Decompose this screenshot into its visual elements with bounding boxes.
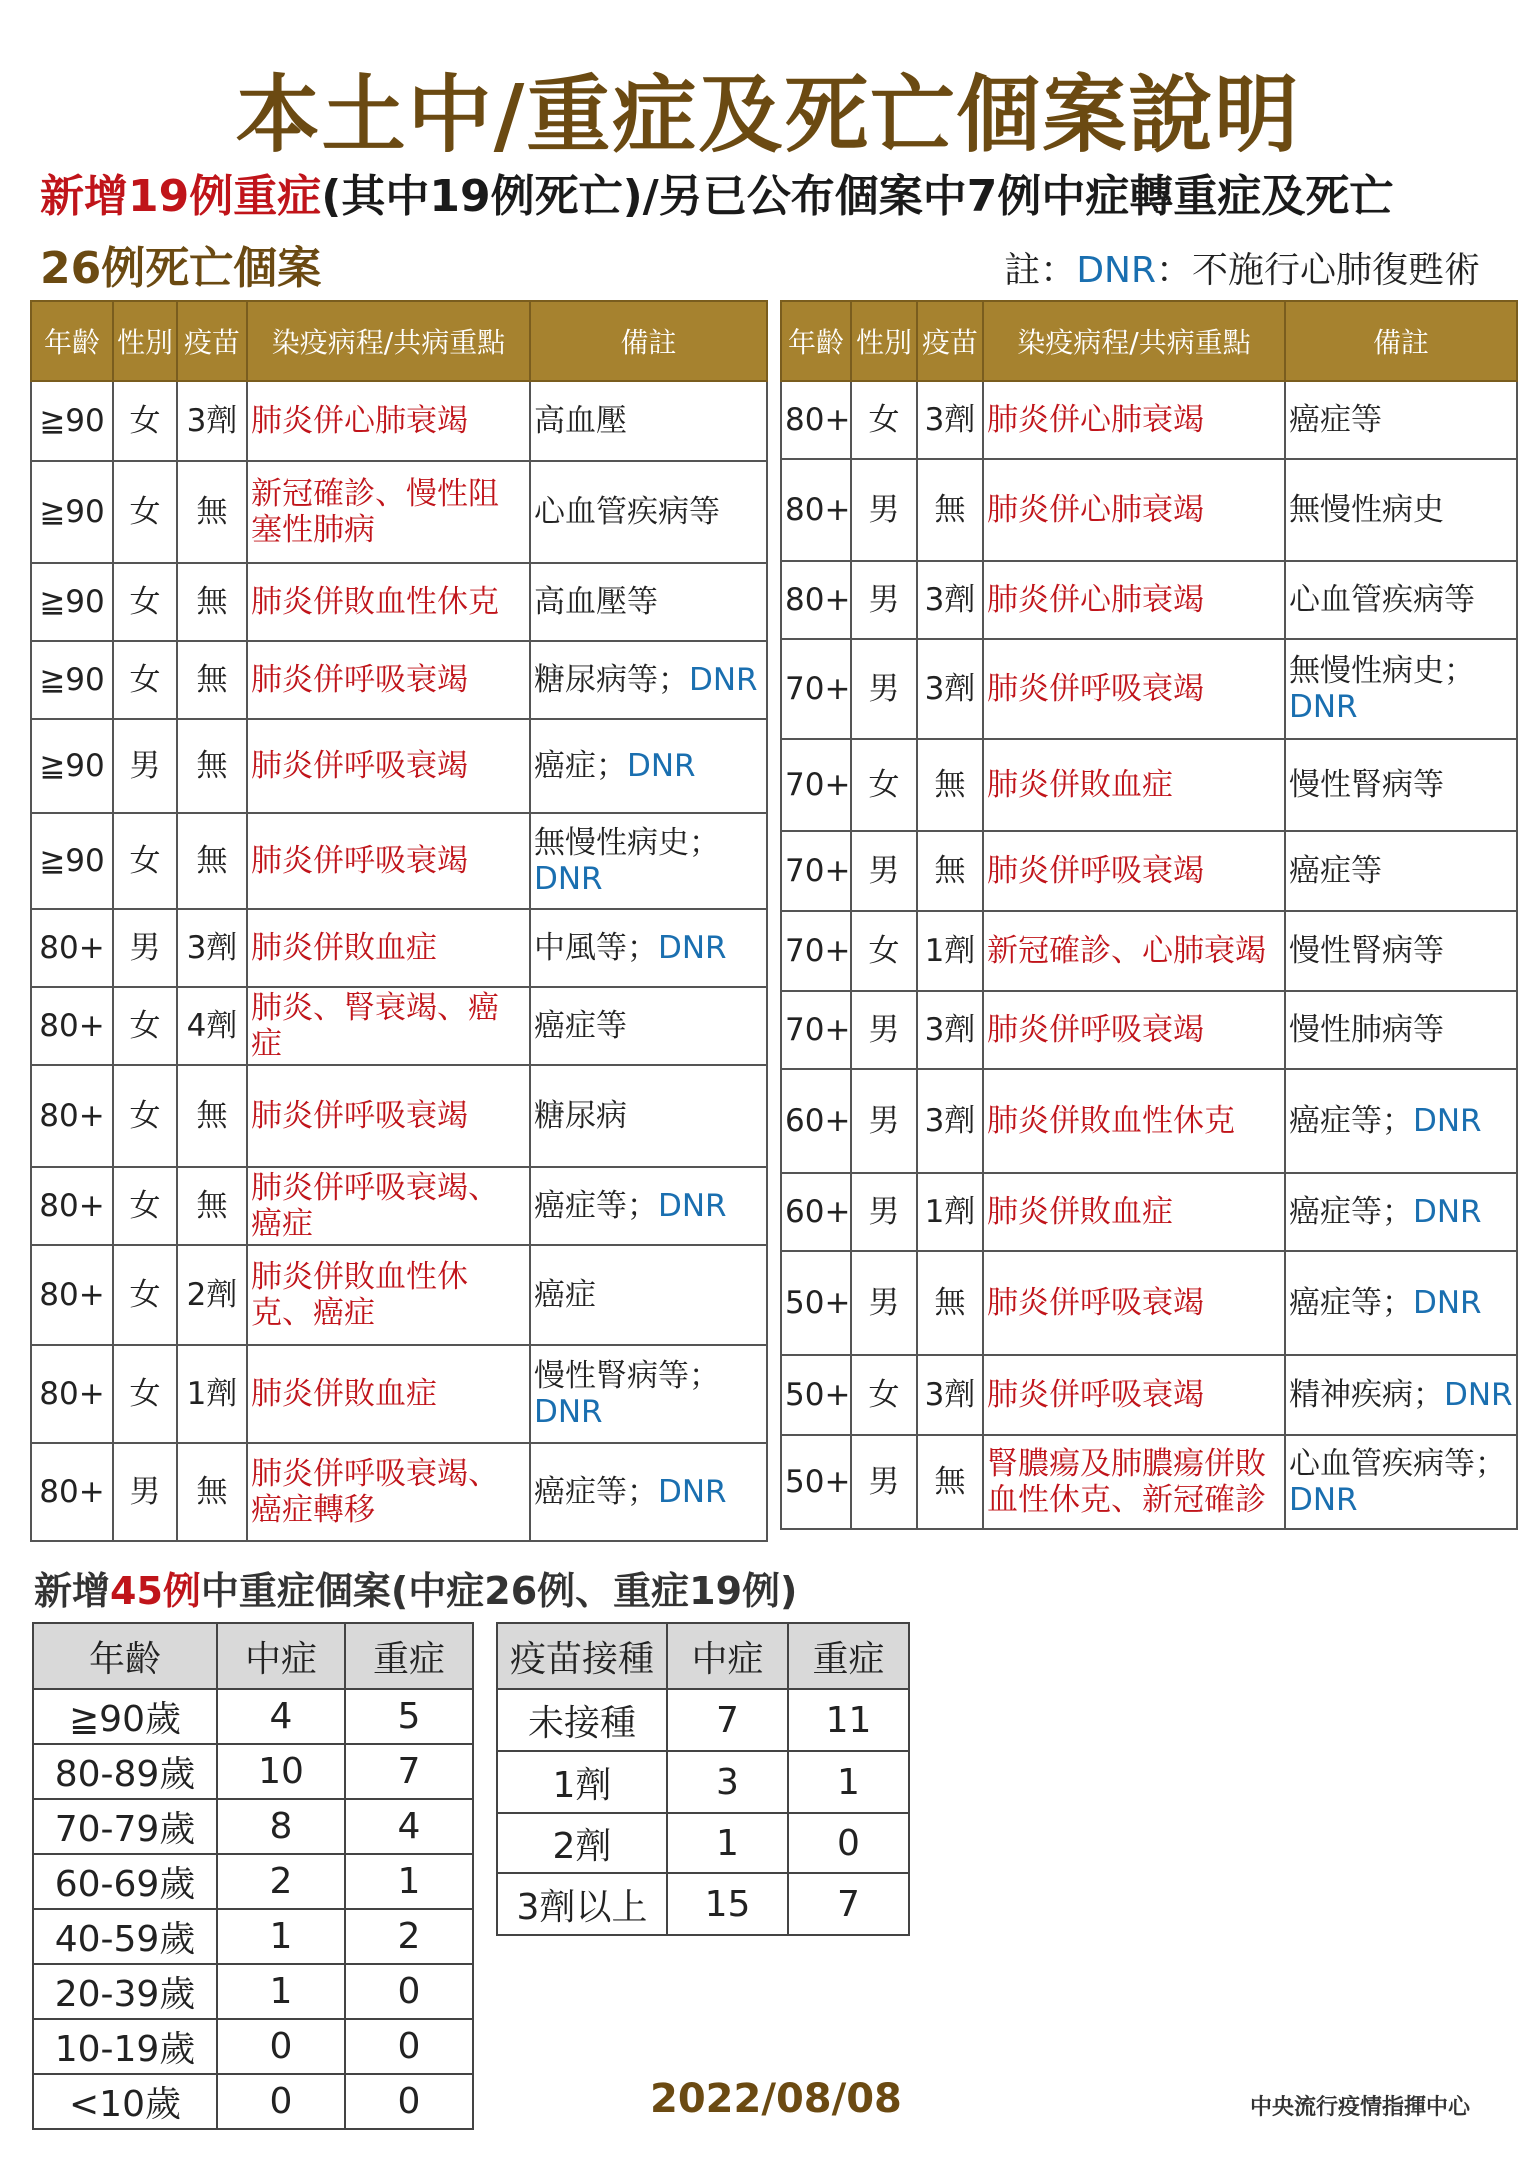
age-table-cell: 20-39歲 [33, 1964, 217, 2019]
case-note [530, 719, 767, 813]
case-note [1285, 1355, 1517, 1435]
case-note-text: 心血管疾病等 [534, 494, 720, 530]
vaccine-table-cell: 1 [788, 1751, 909, 1813]
case-course: 肺炎併心肺衰竭 [983, 381, 1285, 459]
case-age: ≧90 [31, 641, 113, 719]
case-course: 肺炎併心肺衰竭 [983, 561, 1285, 639]
age-table-cell: 7 [345, 1744, 473, 1799]
case-row [31, 563, 767, 641]
case-course: 肺炎併敗血性休克、癌症 [247, 1245, 530, 1345]
age-table-cell: 8 [217, 1799, 345, 1854]
case-age: ≧90 [31, 813, 113, 909]
case-course: 肺炎併呼吸衰竭、癌症轉移 [247, 1443, 530, 1541]
case-note-text: 慢性腎病等； [534, 1358, 720, 1394]
case-note-text: 糖尿病 [534, 1098, 627, 1134]
case-note [1285, 1173, 1517, 1251]
age-table-cell: 4 [345, 1799, 473, 1854]
case-note [530, 381, 767, 461]
dnr-flag: DNR [627, 748, 696, 784]
case-row [31, 987, 767, 1065]
case-course: 肺炎併呼吸衰竭、癌症 [247, 1167, 530, 1245]
note-suffix: ：不施行心肺復甦術 [1155, 250, 1480, 291]
dnr-flag: DNR [689, 662, 758, 698]
case-note-text: 癌症等； [534, 1474, 658, 1510]
case-note [1285, 1251, 1517, 1355]
case-sex: 男 [851, 991, 917, 1069]
death-cases-table-right [780, 300, 1518, 1530]
vaccine-table-header: 重症 [788, 1623, 909, 1689]
death-cases-table-left [30, 300, 768, 1542]
case-note [530, 1245, 767, 1345]
case-sex: 女 [851, 381, 917, 459]
case-course: 肺炎併敗血症 [247, 909, 530, 987]
case-age: 70+ [781, 911, 851, 991]
cases-title-count: 45例 [110, 1569, 201, 1613]
vaccine-table-row [497, 1751, 909, 1813]
case-note [1285, 381, 1517, 459]
case-age: 60+ [781, 1173, 851, 1251]
case-note-text: 中風等； [534, 930, 658, 966]
case-age: 70+ [781, 991, 851, 1069]
case-vaccine: 無 [917, 1435, 983, 1529]
note-dnr: DNR [1076, 250, 1156, 291]
case-course: 肺炎併心肺衰竭 [247, 381, 530, 461]
case-row [31, 1245, 767, 1345]
case-age: ≧90 [31, 381, 113, 461]
case-course: 肺炎併敗血症 [247, 1345, 530, 1443]
case-note [530, 1065, 767, 1167]
age-table-row [33, 1854, 473, 1909]
case-course: 肺炎併呼吸衰竭 [983, 639, 1285, 739]
case-age: ≧90 [31, 719, 113, 813]
case-sex: 女 [113, 1065, 177, 1167]
case-age: 80+ [781, 459, 851, 561]
case-sex: 男 [851, 459, 917, 561]
case-sex: 男 [851, 561, 917, 639]
case-vaccine: 無 [177, 1443, 247, 1541]
header-vaccine: 疫苗 [177, 301, 247, 381]
case-age: 50+ [781, 1435, 851, 1529]
case-note-text: 癌症等； [1289, 1194, 1413, 1230]
case-sex: 男 [851, 1069, 917, 1173]
header-vaccine: 疫苗 [917, 301, 983, 381]
vaccine-table [496, 1622, 910, 1936]
age-table-cell: 0 [345, 1964, 473, 2019]
case-sex: 女 [113, 641, 177, 719]
case-age: ≧90 [31, 563, 113, 641]
age-table-row [33, 1689, 473, 1744]
case-row [781, 561, 1517, 639]
case-note-text: 無慢性病史； [534, 825, 720, 861]
case-vaccine: 無 [917, 1251, 983, 1355]
case-age: 80+ [781, 381, 851, 459]
age-table-row [33, 2019, 473, 2074]
dnr-flag: DNR [1289, 689, 1358, 725]
age-table-cell: <10歲 [33, 2074, 217, 2129]
case-note-text: 糖尿病等； [534, 662, 689, 698]
case-vaccine: 3劑 [917, 1355, 983, 1435]
case-course: 腎膿瘍及肺膿瘍併敗血性休克、新冠確診 [983, 1435, 1285, 1529]
case-row [31, 909, 767, 987]
case-row [781, 831, 1517, 911]
case-course: 新冠確診、心肺衰竭 [983, 911, 1285, 991]
case-note-text: 慢性腎病等 [1289, 933, 1444, 969]
case-vaccine: 無 [917, 739, 983, 831]
vaccine-table-cell: 1 [667, 1813, 788, 1873]
vaccine-table-header: 疫苗接種 [497, 1623, 667, 1689]
age-table-cell: 4 [217, 1689, 345, 1744]
header-note: 備註 [1285, 301, 1517, 381]
vaccine-table-header: 中症 [667, 1623, 788, 1689]
case-note [530, 1443, 767, 1541]
case-vaccine: 無 [177, 813, 247, 909]
case-sex: 女 [113, 381, 177, 461]
case-vaccine: 3劑 [917, 381, 983, 459]
header-course: 染疫病程/共病重點 [247, 301, 530, 381]
age-table-cell: 1 [345, 1854, 473, 1909]
dnr-flag: DNR [658, 930, 727, 966]
case-age: 70+ [781, 739, 851, 831]
case-course: 肺炎併呼吸衰竭 [983, 831, 1285, 911]
case-course: 肺炎併呼吸衰竭 [247, 641, 530, 719]
case-note-text: 無慢性病史； [1289, 653, 1475, 689]
dnr-flag: DNR [534, 1394, 603, 1430]
case-sex: 男 [851, 1173, 917, 1251]
age-table-cell: 80-89歲 [33, 1744, 217, 1799]
case-age: 80+ [31, 1065, 113, 1167]
note-prefix: 註： [1004, 250, 1077, 291]
section-title: 26例死亡個案 [40, 243, 322, 294]
subtitle-rest: (其中19例死亡)/另已公布個案中7例中症轉重症及死亡 [321, 171, 1394, 222]
case-note-text: 慢性肺病等 [1289, 1012, 1444, 1048]
case-sex: 男 [113, 719, 177, 813]
case-course: 肺炎併呼吸衰竭 [983, 991, 1285, 1069]
age-table-row [33, 1909, 473, 1964]
subtitle-highlight: 新增19例重症 [40, 171, 322, 222]
case-age: 80+ [31, 1167, 113, 1245]
case-age: 70+ [781, 831, 851, 911]
case-row [31, 461, 767, 563]
case-sex: 女 [113, 1245, 177, 1345]
vaccine-table-cell: 7 [667, 1689, 788, 1751]
vaccine-table-row [497, 1689, 909, 1751]
vaccine-table-cell: 3 [667, 1751, 788, 1813]
case-sex: 女 [113, 461, 177, 563]
age-table-cell: 60-69歲 [33, 1854, 217, 1909]
dnr-flag: DNR [1444, 1377, 1513, 1413]
case-note-text: 慢性腎病等 [1289, 767, 1444, 803]
report-date: 2022/08/08 [650, 2076, 902, 2122]
case-age: 80+ [31, 1345, 113, 1443]
case-course: 肺炎、腎衰竭、癌症 [247, 987, 530, 1065]
case-sex: 女 [113, 813, 177, 909]
age-table-cell: 2 [345, 1909, 473, 1964]
page-title: 本土中/重症及死亡個案說明 [235, 66, 1301, 164]
case-note-text: 癌症等； [1289, 1103, 1413, 1139]
case-sex: 男 [851, 831, 917, 911]
case-note [1285, 739, 1517, 831]
case-vaccine: 無 [917, 459, 983, 561]
case-note [1285, 991, 1517, 1069]
case-sex: 女 [113, 1345, 177, 1443]
case-row [781, 1173, 1517, 1251]
vaccine-table-row [497, 1873, 909, 1935]
dnr-flag: DNR [658, 1188, 727, 1224]
case-age: 80+ [31, 1245, 113, 1345]
case-note-text: 高血壓等 [534, 584, 658, 620]
case-vaccine: 無 [177, 1065, 247, 1167]
case-row [31, 381, 767, 461]
age-table-cell: 0 [217, 2074, 345, 2129]
case-course: 肺炎併心肺衰竭 [983, 459, 1285, 561]
case-vaccine: 1劑 [177, 1345, 247, 1443]
case-row [781, 1355, 1517, 1435]
age-table-cell: 0 [345, 2074, 473, 2129]
case-note [530, 987, 767, 1065]
case-course: 肺炎併呼吸衰竭 [247, 813, 530, 909]
age-table-cell: ≧90歲 [33, 1689, 217, 1744]
case-vaccine: 3劑 [177, 909, 247, 987]
case-vaccine: 2劑 [177, 1245, 247, 1345]
case-note [1285, 639, 1517, 739]
age-table-cell: 5 [345, 1689, 473, 1744]
header-sex: 性別 [113, 301, 177, 381]
case-row [781, 1435, 1517, 1529]
case-row [781, 1251, 1517, 1355]
case-course: 肺炎併呼吸衰竭 [247, 719, 530, 813]
vaccine-table-cell: 未接種 [497, 1689, 667, 1751]
case-vaccine: 3劑 [917, 991, 983, 1069]
case-sex: 男 [851, 1251, 917, 1355]
dnr-flag: DNR [658, 1474, 727, 1510]
age-table-cell: 0 [345, 2019, 473, 2074]
age-table-row [33, 1964, 473, 2019]
dnr-note [1004, 242, 1480, 293]
case-age: 80+ [31, 909, 113, 987]
case-note-text: 高血壓 [534, 403, 627, 439]
case-course: 肺炎併敗血性休克 [247, 563, 530, 641]
case-sex: 女 [113, 1167, 177, 1245]
case-row [31, 641, 767, 719]
case-row [31, 1345, 767, 1443]
case-course: 肺炎併敗血症 [983, 739, 1285, 831]
case-sex: 女 [113, 987, 177, 1065]
age-table-cell: 2 [217, 1854, 345, 1909]
case-row [31, 1167, 767, 1245]
header-age: 年齡 [31, 301, 113, 381]
case-note-text: 癌症等 [1289, 402, 1382, 438]
age-table-cell: 1 [217, 1909, 345, 1964]
age-table-cell: 1 [217, 1964, 345, 2019]
case-note [530, 813, 767, 909]
case-age: ≧90 [31, 461, 113, 563]
age-table-header: 年齡 [33, 1623, 217, 1689]
vaccine-table-cell: 2劑 [497, 1813, 667, 1873]
vaccine-table-cell: 11 [788, 1689, 909, 1751]
vaccine-table-cell: 15 [667, 1873, 788, 1935]
case-note [530, 1345, 767, 1443]
case-note [530, 909, 767, 987]
case-note-text: 癌症等； [534, 1188, 658, 1224]
case-vaccine: 3劑 [917, 561, 983, 639]
case-note [1285, 1435, 1517, 1529]
case-vaccine: 無 [177, 563, 247, 641]
case-note-text: 心血管疾病等 [1289, 582, 1475, 618]
case-vaccine: 無 [917, 831, 983, 911]
case-note-text: 癌症等 [1289, 853, 1382, 889]
case-course: 肺炎併敗血性休克 [983, 1069, 1285, 1173]
case-row [781, 911, 1517, 991]
case-sex: 男 [113, 1443, 177, 1541]
vaccine-table-cell: 1劑 [497, 1751, 667, 1813]
case-row [31, 719, 767, 813]
case-note [530, 563, 767, 641]
case-course: 肺炎併呼吸衰竭 [983, 1251, 1285, 1355]
case-note-text: 精神疾病； [1289, 1377, 1444, 1413]
case-row [31, 1443, 767, 1541]
case-row [781, 459, 1517, 561]
case-course: 肺炎併呼吸衰竭 [247, 1065, 530, 1167]
case-vaccine: 無 [177, 641, 247, 719]
case-row [31, 1065, 767, 1167]
vaccine-table-cell: 0 [788, 1813, 909, 1873]
case-vaccine: 3劑 [177, 381, 247, 461]
case-row [781, 381, 1517, 459]
cases-title-prefix: 新增 [34, 1569, 111, 1613]
cases-title-suffix: 中重症個案(中症26例、重症19例) [200, 1569, 798, 1613]
case-course: 肺炎併呼吸衰竭 [983, 1355, 1285, 1435]
vaccine-table-cell: 7 [788, 1873, 909, 1935]
case-age: 60+ [781, 1069, 851, 1173]
case-age: 80+ [31, 987, 113, 1065]
case-note-text: 無慢性病史 [1289, 492, 1444, 528]
case-note [1285, 911, 1517, 991]
case-row [781, 991, 1517, 1069]
case-note-text: 心血管疾病等； [1289, 1446, 1506, 1482]
case-note [1285, 1069, 1517, 1173]
header-age: 年齡 [781, 301, 851, 381]
case-note-text: 癌症等； [1289, 1285, 1413, 1321]
case-note [1285, 831, 1517, 911]
case-age: 80+ [781, 561, 851, 639]
case-note [1285, 459, 1517, 561]
case-vaccine: 3劑 [917, 1069, 983, 1173]
case-note [530, 641, 767, 719]
organization: 中央流行疫情指揮中心 [1250, 2095, 1471, 2120]
case-age: 70+ [781, 639, 851, 739]
case-vaccine: 無 [177, 461, 247, 563]
case-note [1285, 561, 1517, 639]
case-age: 50+ [781, 1355, 851, 1435]
cases-summary-title [34, 1560, 797, 1615]
case-sex: 女 [851, 911, 917, 991]
age-table-row [33, 2074, 473, 2129]
vaccine-table-cell: 3劑以上 [497, 1873, 667, 1935]
case-vaccine: 無 [177, 1167, 247, 1245]
case-sex: 女 [851, 739, 917, 831]
age-table-cell: 0 [217, 2019, 345, 2074]
case-note [530, 1167, 767, 1245]
case-vaccine: 1劑 [917, 911, 983, 991]
case-course: 肺炎併敗血症 [983, 1173, 1285, 1251]
dnr-flag: DNR [1289, 1482, 1358, 1518]
case-vaccine: 無 [177, 719, 247, 813]
dnr-flag: DNR [1413, 1194, 1482, 1230]
dnr-flag: DNR [1413, 1285, 1482, 1321]
case-sex: 男 [851, 1435, 917, 1529]
case-sex: 女 [113, 563, 177, 641]
header-note: 備註 [530, 301, 767, 381]
subtitle [40, 160, 1520, 224]
age-table-cell: 10 [217, 1744, 345, 1799]
case-note-text: 癌症 [534, 1277, 596, 1313]
case-sex: 女 [851, 1355, 917, 1435]
case-note-text: 癌症； [534, 748, 627, 784]
header-sex: 性別 [851, 301, 917, 381]
case-row [781, 1069, 1517, 1173]
age-table-header: 重症 [345, 1623, 473, 1689]
case-sex: 男 [113, 909, 177, 987]
case-vaccine: 4劑 [177, 987, 247, 1065]
case-age: 80+ [31, 1443, 113, 1541]
age-table-row [33, 1744, 473, 1799]
header-course: 染疫病程/共病重點 [983, 301, 1285, 381]
dnr-flag: DNR [1413, 1103, 1482, 1139]
case-vaccine: 3劑 [917, 639, 983, 739]
vaccine-table-row [497, 1813, 909, 1873]
case-age: 50+ [781, 1251, 851, 1355]
case-vaccine: 1劑 [917, 1173, 983, 1251]
case-sex: 男 [851, 639, 917, 739]
case-row [781, 639, 1517, 739]
case-course: 新冠確診、慢性阻塞性肺病 [247, 461, 530, 563]
case-row [31, 813, 767, 909]
age-table-row [33, 1799, 473, 1854]
age-table-cell: 70-79歲 [33, 1799, 217, 1854]
case-note-text: 癌症等 [534, 1008, 627, 1044]
case-row [781, 739, 1517, 831]
dnr-flag: DNR [534, 861, 603, 897]
age-table [32, 1622, 474, 2130]
age-table-header: 中症 [217, 1623, 345, 1689]
age-table-cell: 10-19歲 [33, 2019, 217, 2074]
age-table-cell: 40-59歲 [33, 1909, 217, 1964]
case-note [530, 461, 767, 563]
